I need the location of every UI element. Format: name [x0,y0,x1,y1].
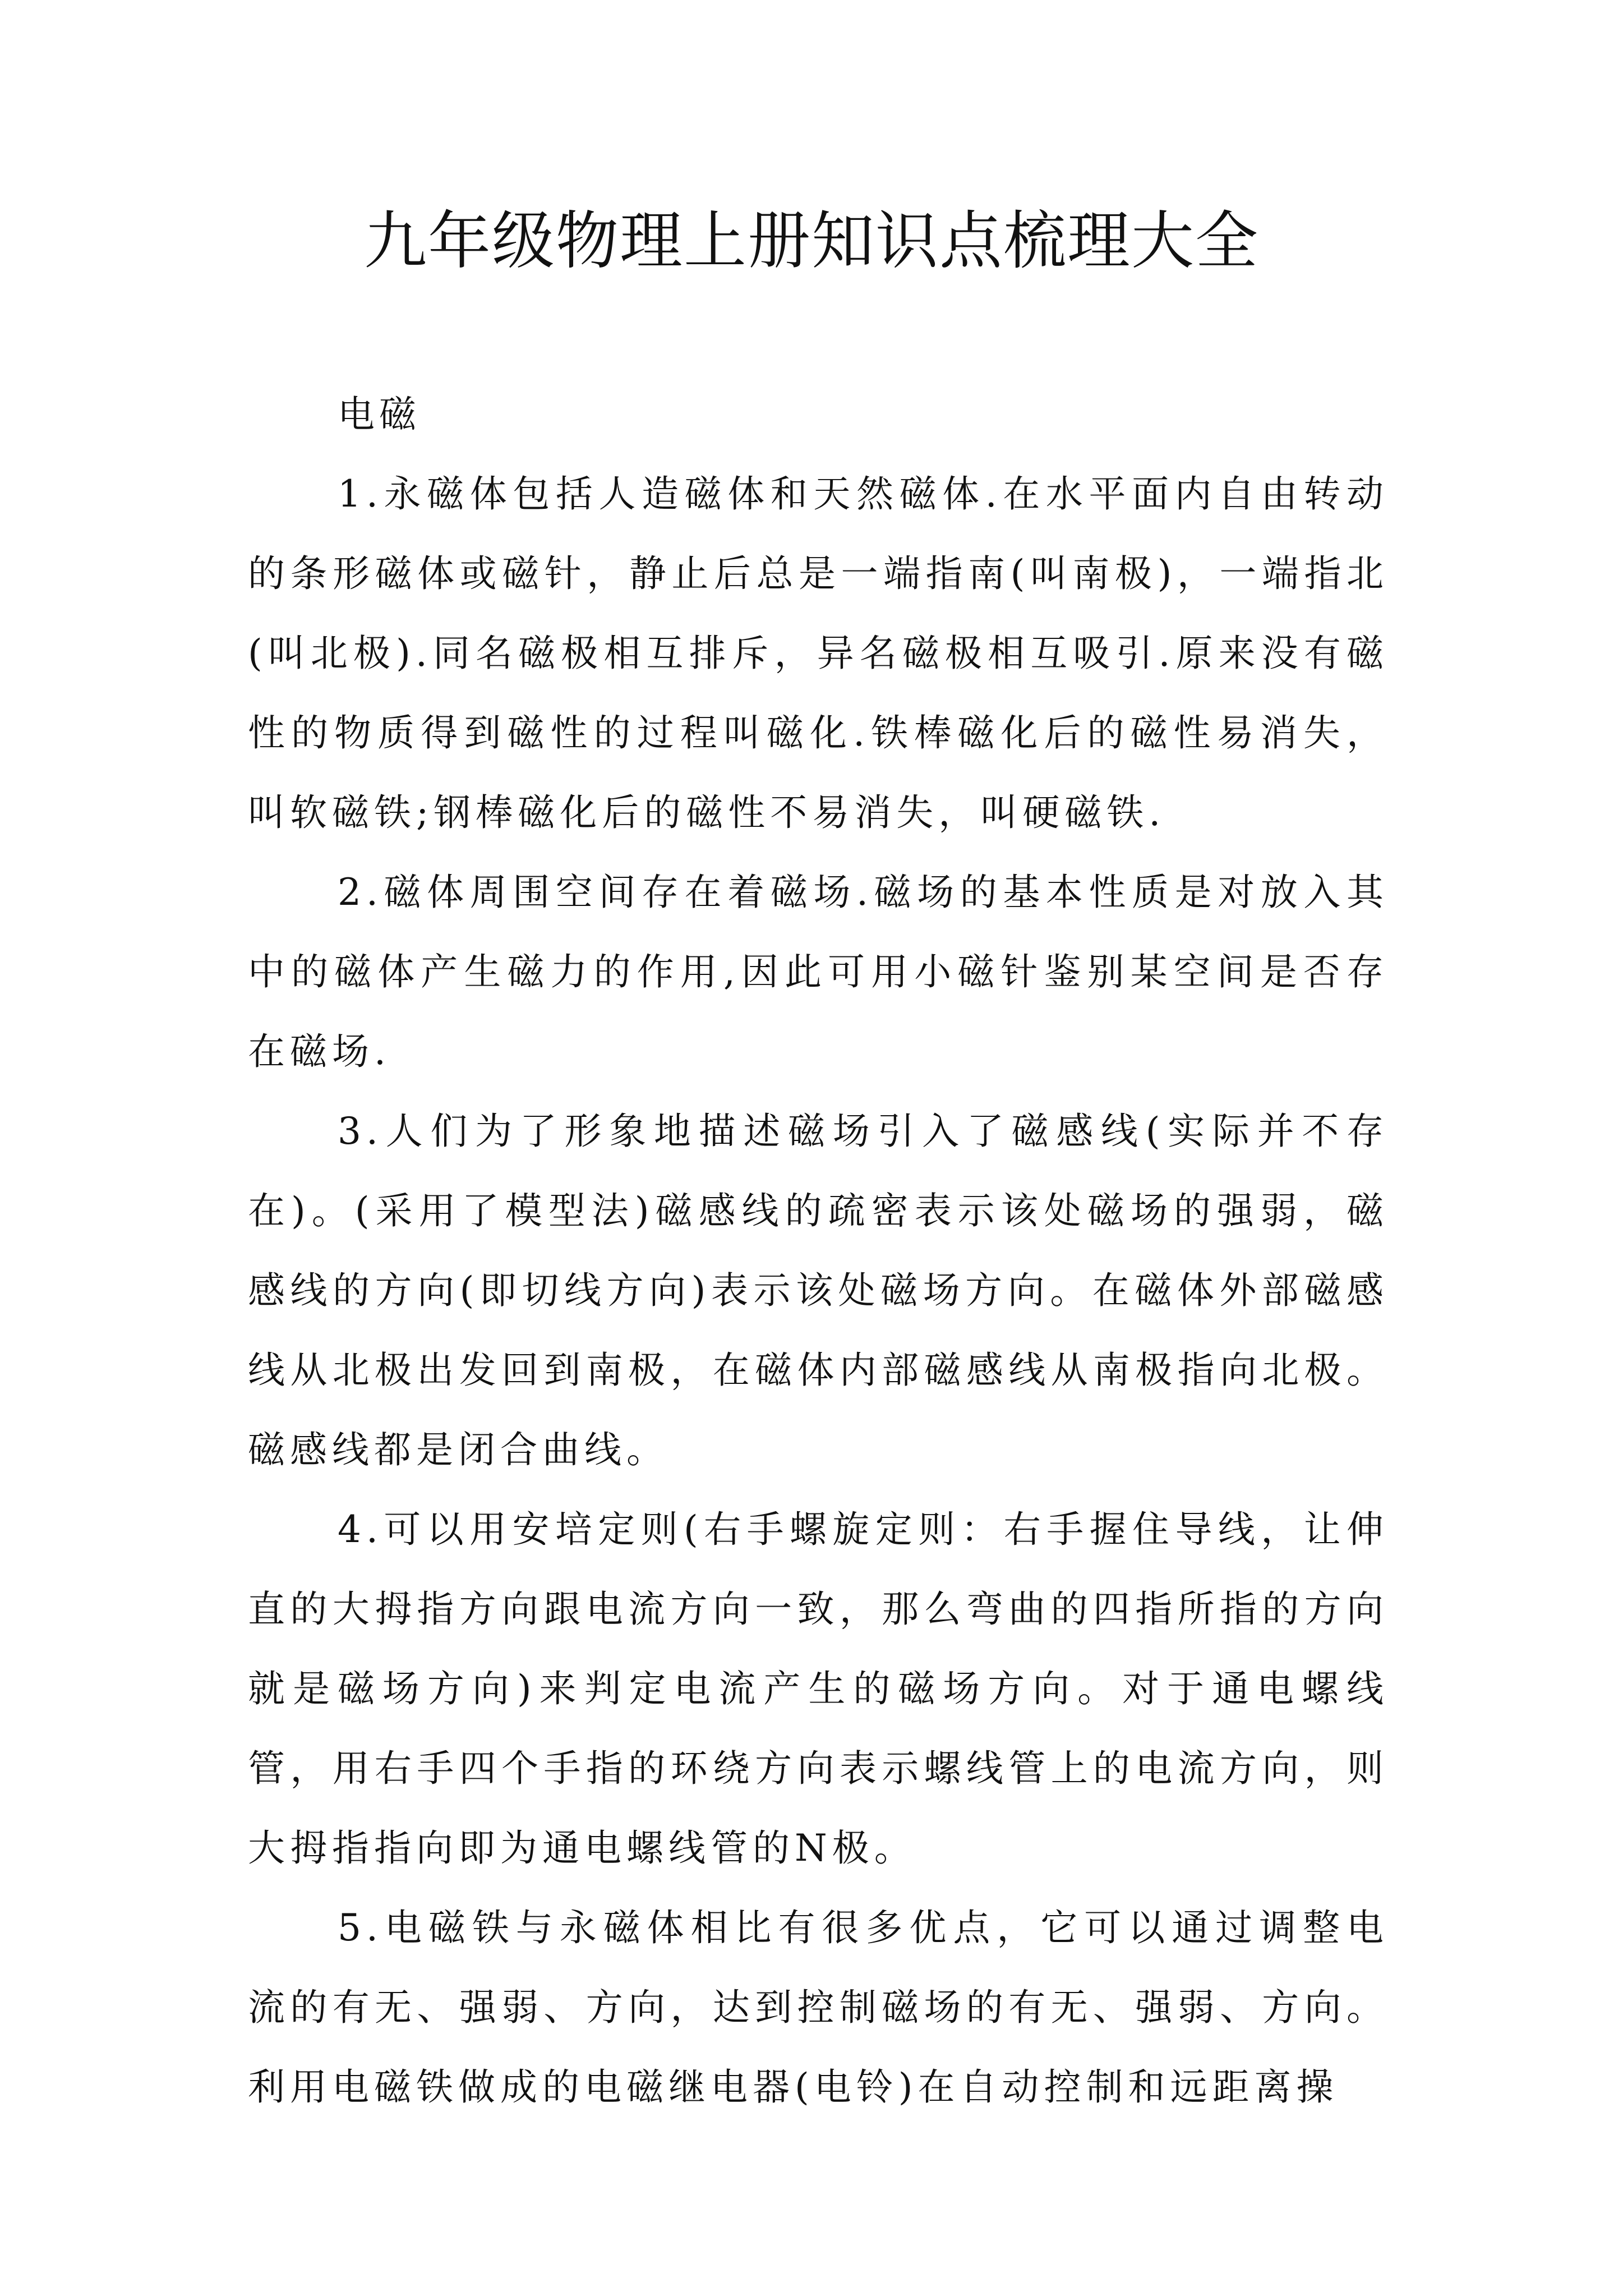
section-heading: 电磁 [338,393,421,436]
document-title: 九年级物理上册知识点梳理大全 [364,205,1259,278]
paragraph-1: 1.永磁体包括人造磁体和天然磁体.在水平面内自由转动的条形磁体或磁针，静止后总是一端指南(叫南极)，一端指北(叫北极).同名磁极相互排斥，异名磁极相互吸引.原来没有磁性的物质得到磁性的过程叫磁化.铁棒磁化后的磁性易消失，叫软磁铁;钢棒磁化后的磁性不易消失，叫硬磁铁. [248,472,1389,834]
paragraph-2: 2.磁体周围空间存在着磁场.磁场的基本性质是对放入其中的磁体产生磁力的作用,因此可用小磁针鉴别某空间是否存在磁场. [248,871,1389,1073]
paragraph-4: 4.可以用安培定则(右手螺旋定则：右手握住导线，让伸直的大拇指方向跟电流方向一致，那么弯曲的四指所指的方向就是磁场方向)来判定电流产生的磁场方向。对于通电螺线管，用右手四个手指的环绕方向表示螺线管上的电流方向，则大拇指指向即为通电螺线管的N极。 [248,1508,1389,1870]
document-body [248,375,1389,2127]
paragraph-3: 3.人们为了形象地描述磁场引入了磁感线(实际并不存在)。(采用了模型法)磁感线的疏密表示该处磁场的强弱，磁感线的方向(即切线方向)表示该处磁场方向。在磁体外部磁感线从北极出发回到南极，在磁体内部磁感线从南极指向北极。磁感线都是闭合曲线。 [248,1110,1389,1471]
paragraph-5: 5.电磁铁与永磁体相比有很多优点，它可以通过调整电流的有无、强弱、方向，达到控制磁场的有无、强弱、方向。利用电磁铁做成的电磁继电器(电铃)在自动控制和远距离操 [248,1906,1389,2109]
